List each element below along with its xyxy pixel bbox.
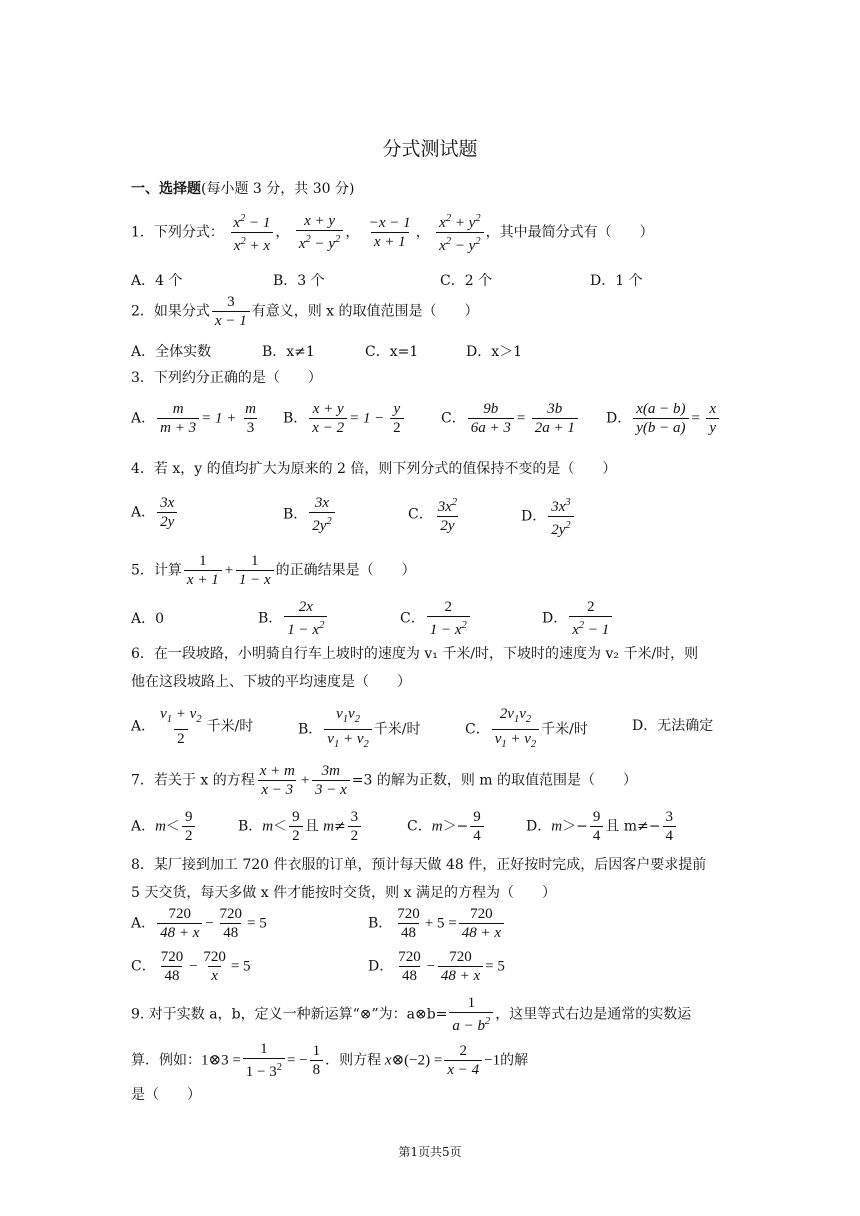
q2-option-a: A．全体实数 (131, 344, 212, 360)
fraction: $\frac{x + y}{x^2 - y^2}$ (296, 212, 343, 253)
q8-line-1: 8．某厂接到加工 720 件衣服的订单，预计每天做 48 件，正好按时完成，后因客户要求提前 (131, 857, 707, 873)
q4-option-c: C． $\frac{3x^2}{2y}$ (408, 497, 458, 534)
question-7: 7．若关于 x 的方程 $\frac{x + m}{x - 3}$ + $\frac{3m}{3 - x}$ =3 的解为正数，则 m 的取值范围是（ ） (131, 763, 637, 798)
section-note: (每小题 3 分，共 30 分) (201, 181, 355, 197)
q4-option-b: B． $\frac{3x}{2y^2}$ (283, 494, 337, 535)
q7-option-a: A．m＜ $\frac{9}{2}$ (131, 808, 197, 845)
fraction: $\frac{-x - 1}{x + 1}$ (368, 215, 411, 250)
q7-option-b: B．m＜ $\frac{9}{2}$ 且 m≠ $\frac{3}{2}$ (238, 808, 363, 845)
q8-option-d: D． $\frac{720}{48}$ − $\frac{720}{48 + x}$ = 5 (368, 949, 505, 984)
q1-suffix: ，其中最简分式有（ ） (485, 224, 654, 241)
q2-option-c: C．x=1 (365, 344, 419, 360)
q5-option-c: C． $\frac{2}{1 - x^2}$ (400, 598, 472, 639)
fraction: $\frac{x^2 + y^2}{x^2 - y^2}$ (436, 210, 483, 255)
q5-option-d: D． $\frac{2}{x^2 - 1}$ (542, 598, 614, 639)
q8-option-b: B． $\frac{720}{48}$ + 5 = $\frac{720}{48 + x}$ (368, 905, 506, 942)
q5-option-a: A．0 (131, 611, 165, 627)
section-label: 一、选择题 (131, 181, 201, 197)
q2-suffix: 有意义，则 x 的取值范围是（ ） (251, 303, 479, 320)
q6-option-a: A． $\frac{v_1 + v_2}{2}$ 千米/时 (131, 706, 254, 747)
q2-prefix: 2．如果分式 (131, 303, 210, 320)
question-2 (131, 293, 479, 330)
question-4: 4．若 x，y 的值均扩大为原来的 2 倍，则下列分式的值保持不变的是（ ） (131, 461, 617, 477)
q1-option-c: C．2 个 (440, 273, 493, 289)
q6-line-2: 他在这段坡路上、下坡的平均速度是（ ） (131, 674, 411, 690)
q4-option-a: A． $\frac{3x}{2y}$ (131, 494, 179, 531)
question-1: 1．下列分式： $\frac{x^2 - 1}{x^2 + x}$ ， $\frac{x + y}{x^2 - y^2}$ ， $\frac{-x - 1}{x + 1}$ ， $\frac{x^2 + y^2}{x^2 - y^2}$ ，其中最简分式有（ ） (131, 210, 654, 255)
q7-prefix: 7．若关于 x 的方程 (131, 772, 255, 789)
page-footer: 第1页共5页 (398, 1145, 462, 1159)
q3-option-c: C． $\frac{9b}{6a + 3}$ = $\frac{3b}{2a + 1}$ (441, 400, 580, 437)
q3-option-a: A． $\frac{m}{m + 3}$ = 1 + $\frac{m}{3}$ (131, 401, 256, 436)
q5-prefix: 5．计算 (131, 562, 182, 579)
q6-line-1: 6．在一段坡路，小明骑自行车上坡时的速度为 v₁ 千米/时，下坡时的速度为 v₂ 千米/时，则 (131, 646, 699, 662)
question-9-line-2: 算．例如：1⊗3 = $\frac{1}{1 - 3^2}$ = − $\frac{1}{8}$ ．则方程 x⊗(−2) = $\frac{2}{x - 4}$ −1的解 (131, 1041, 529, 1080)
fraction: $\frac{x^2 - 1}{x^2 + x}$ (230, 210, 273, 255)
question-9-line-1: 9. 对于实数 a，b，定义一种新运算“⊗”为：a⊗b= $\frac{1}{a - b^2}$ ，这里等式右边是通常的实数运 (131, 995, 692, 1034)
question-5: 5．计算 $\frac{1}{x + 1}$ + $\frac{1}{1 - x}$ 的正确结果是（ ） (131, 553, 416, 588)
q1-prefix: 1．下列分式： (131, 224, 224, 241)
q1-option-a: A．4 个 (131, 273, 183, 289)
q1-option-b: B．3 个 (273, 273, 325, 289)
question-3: 3．下列约分正确的是（ ） (131, 370, 322, 386)
section-heading (131, 178, 354, 198)
q8-line-2: 5 天交货，每天多做 x 件才能按时交货，则 x 满足的方程为（ ） (131, 885, 556, 901)
q6-option-d: D．无法确定 (632, 718, 714, 734)
q8-option-a: A． $\frac{720}{48 + x}$ − $\frac{720}{48}$ = 5 (131, 906, 267, 941)
q5-option-b: B． $\frac{2x}{1 - x^2}$ (258, 598, 329, 639)
q7-option-c: C．m＞− $\frac{9}{4}$ (407, 808, 486, 845)
q4-option-d: D． $\frac{3x^3}{2y^2}$ (521, 494, 576, 539)
q2-option-b: B．x≠1 (262, 344, 315, 360)
q7-suffix: =3 的解为正数，则 m 的取值范围是（ ） (351, 772, 637, 789)
q3-option-d: D． $\frac{x(a - b)}{y(b - a)}$ = $\frac{x}{y}$ (606, 400, 721, 437)
q6-option-c: C． $\frac{2v_1v_2}{v_1 + v_2}$ 千米/时 (465, 705, 588, 754)
question-9-line-3: 是（ ） (131, 1087, 201, 1103)
q3-option-b: B． $\frac{x + y}{x - 2}$ = 1 − $\frac{y}{2}$ (283, 400, 406, 437)
question-6 (131, 640, 741, 696)
q7-option-d: D．m＞− $\frac{9}{4}$ 且 m≠− $\frac{3}{4}$ (526, 808, 678, 845)
q8-option-c: C． $\frac{720}{48}$ − $\frac{720}{x}$ = 5 (131, 949, 251, 984)
q6-option-b: B． $\frac{v_1v_2}{v_1 + v_2}$ 千米/时 (298, 705, 420, 754)
page-title: 分式测试题 (382, 138, 478, 160)
question-8 (131, 851, 741, 907)
fraction: $\frac{3}{x - 1}$ (212, 293, 250, 330)
q5-suffix: 的正确结果是（ ） (275, 562, 416, 579)
q1-option-d: D．1 个 (590, 273, 643, 289)
q2-option-d: D．x＞1 (466, 344, 523, 360)
